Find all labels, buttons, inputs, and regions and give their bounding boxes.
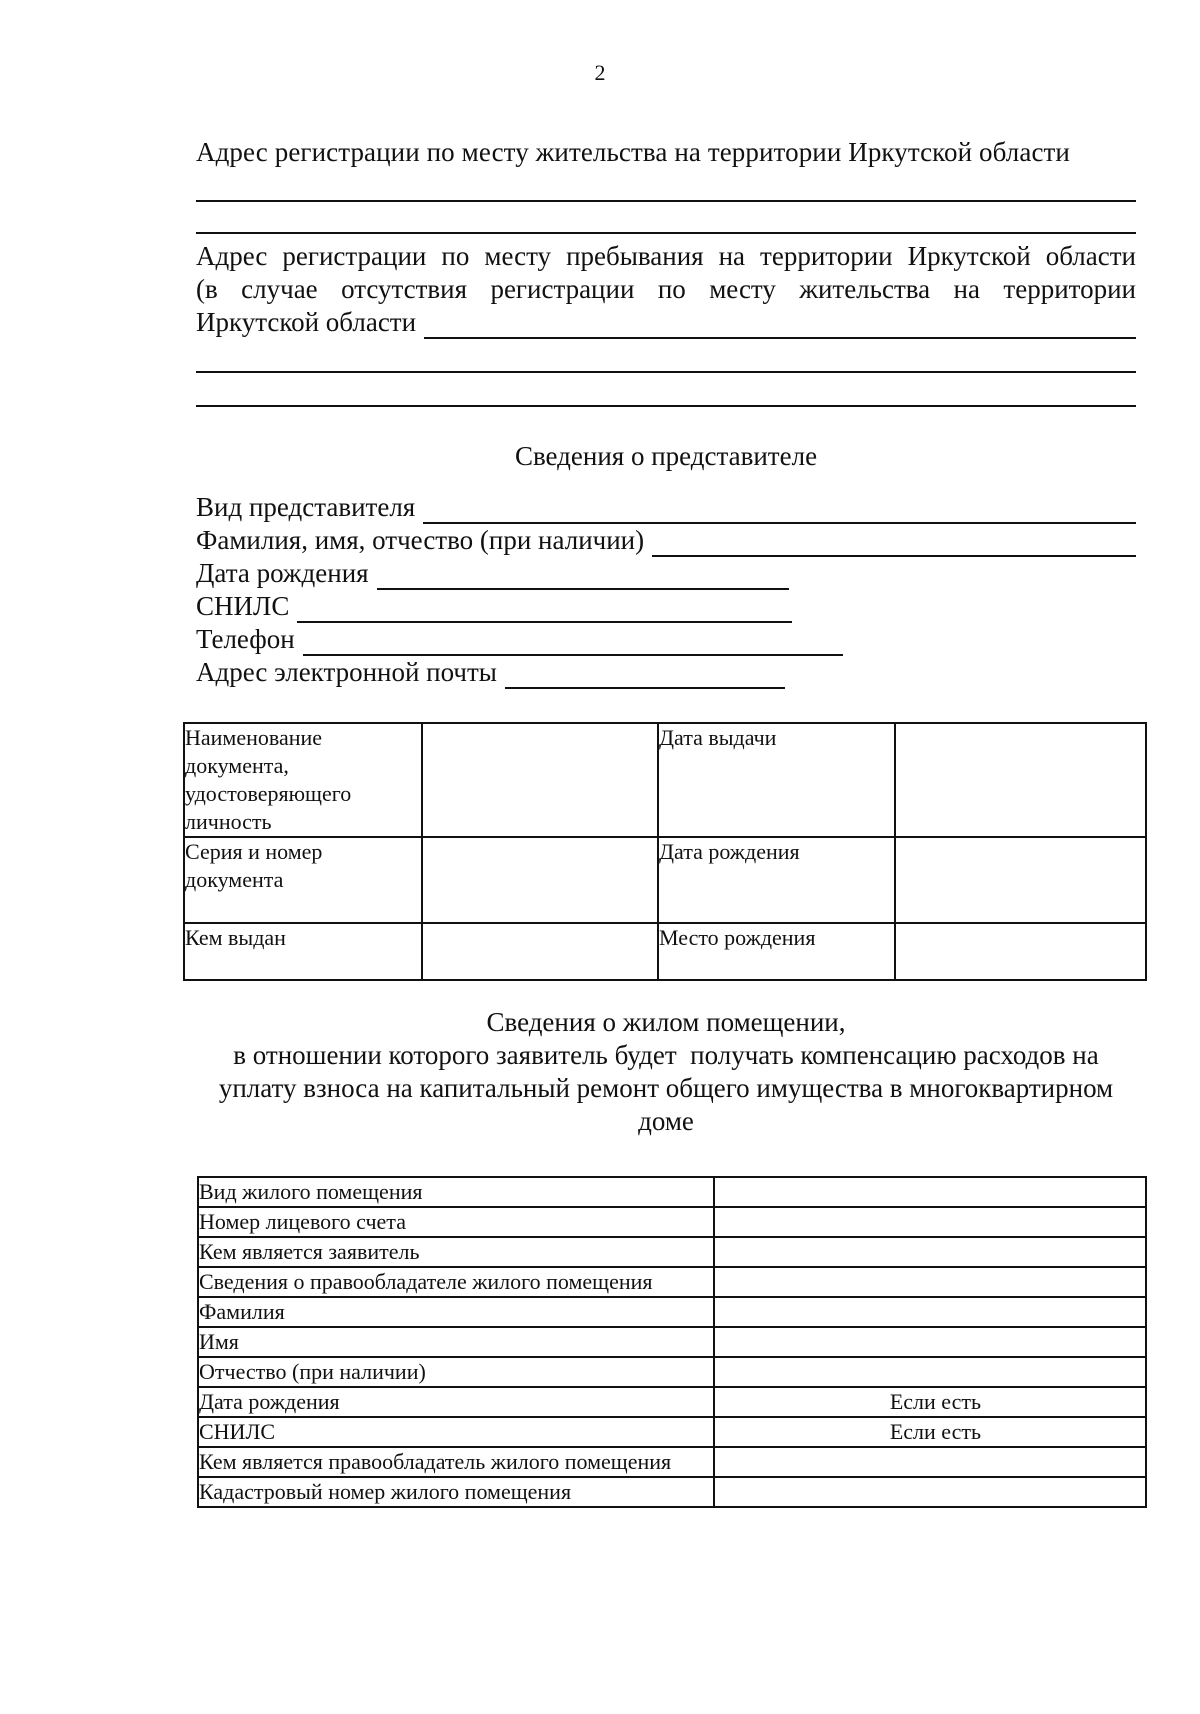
page-number: 2	[594, 60, 606, 85]
dwelling-row-value[interactable]	[714, 1297, 1146, 1327]
dwelling-row-value[interactable]	[714, 1237, 1146, 1267]
dwelling-row-label: СНИЛС	[198, 1417, 714, 1447]
dwelling-row-value[interactable]	[714, 1327, 1146, 1357]
registration-address-field-2[interactable]	[196, 207, 1136, 234]
series-number-value[interactable]	[422, 837, 658, 923]
stay-address-line-1: Адрес регистрации по месту пребывания на территории Иркутской области	[196, 241, 1136, 271]
representative-email-field[interactable]	[505, 662, 785, 689]
representative-snils-field[interactable]	[297, 596, 792, 623]
representative-type-label: Вид представителя	[196, 492, 416, 522]
doc-birth-date-value[interactable]	[895, 837, 1146, 923]
stay-address-field-2[interactable]	[196, 346, 1136, 373]
representative-snils-row	[196, 590, 1136, 623]
representative-email-label: Адрес электронной почты	[196, 657, 497, 687]
representative-email-row	[196, 656, 1136, 689]
issued-by-label: Кем выдан	[184, 923, 422, 980]
representative-section-title: Сведения о представителе	[514, 441, 818, 471]
dwelling-title-line-2: в отношении которого заявитель будет получать компенсацию расходов на	[233, 1040, 1099, 1070]
stay-address-field-1[interactable]	[424, 312, 1136, 339]
dwelling-row-value[interactable]	[714, 1207, 1146, 1237]
registration-address-label: Адрес регистрации по месту жительства на территории Иркутской области	[196, 137, 1070, 167]
dwelling-row-label: Номер лицевого счета	[198, 1207, 714, 1237]
issue-date-label: Дата выдачи	[658, 723, 895, 837]
representative-phone-label: Телефон	[196, 624, 295, 654]
dwelling-row-label: Дата рождения	[198, 1387, 714, 1417]
identity-document-table	[183, 722, 1147, 981]
doc-birth-date-label: Дата рождения	[658, 837, 895, 923]
issued-by-value[interactable]	[422, 923, 658, 980]
dwelling-row-label: Имя	[198, 1327, 714, 1357]
representative-birthdate-label: Дата рождения	[196, 558, 369, 588]
dwelling-row-value[interactable]: Если есть	[714, 1387, 1146, 1417]
dwelling-row-label: Кем является правообладатель жилого помещения	[198, 1447, 714, 1477]
dwelling-row-value[interactable]	[714, 1447, 1146, 1477]
representative-snils-label: СНИЛС	[196, 591, 290, 621]
dwelling-row-label: Сведения о правообладателе жилого помещения	[198, 1267, 714, 1297]
dwelling-row-value[interactable]	[714, 1357, 1146, 1387]
birth-place-value[interactable]	[895, 923, 1146, 980]
dwelling-table	[197, 1176, 1147, 1508]
birth-place-label: Место рождения	[658, 923, 895, 980]
doc-name-label: Наименование документа, удостоверяющего личность	[184, 723, 422, 837]
representative-name-field[interactable]	[652, 530, 1136, 557]
dwelling-row-label: Кем является заявитель	[198, 1237, 714, 1267]
dwelling-title-line-3: уплату взноса на капитальный ремонт общего имущества в многоквартирном	[218, 1073, 1114, 1103]
dwelling-row-value[interactable]	[714, 1267, 1146, 1297]
stay-address-line-3: Иркутской области	[196, 307, 417, 337]
representative-name-label: Фамилия, имя, отчество (при наличии)	[196, 525, 645, 555]
dwelling-section-title	[196, 1006, 1136, 1138]
form-content	[196, 136, 1136, 689]
representative-birthdate-row	[196, 557, 1136, 590]
dwelling-title-line-1: Сведения о жилом помещении,	[486, 1007, 846, 1037]
representative-birthdate-field[interactable]	[377, 563, 789, 590]
dwelling-row-value[interactable]: Если есть	[714, 1417, 1146, 1447]
dwelling-row-value[interactable]	[714, 1477, 1146, 1507]
dwelling-row-label: Фамилия	[198, 1297, 714, 1327]
dwelling-row-label: Кадастровый номер жилого помещения	[198, 1477, 714, 1507]
issue-date-value[interactable]	[895, 723, 1146, 837]
stay-address-field-3[interactable]	[196, 380, 1136, 407]
stay-address-line-2: (в случае отсутствия регистрации по месту жительства на территории	[196, 274, 1136, 304]
representative-type-field[interactable]	[423, 497, 1136, 524]
representative-phone-field[interactable]	[303, 629, 843, 656]
representative-name-row	[196, 524, 1136, 557]
doc-name-value[interactable]	[422, 723, 658, 837]
series-number-label: Серия и номер документа	[184, 837, 422, 923]
representative-type-row	[196, 491, 1136, 524]
dwelling-row-label: Отчество (при наличии)	[198, 1357, 714, 1387]
dwelling-row-value[interactable]	[714, 1177, 1146, 1207]
dwelling-row-label: Вид жилого помещения	[198, 1177, 714, 1207]
registration-address-field-1[interactable]	[196, 175, 1136, 202]
representative-phone-row	[196, 623, 1136, 656]
dwelling-title-line-4: доме	[638, 1106, 694, 1136]
